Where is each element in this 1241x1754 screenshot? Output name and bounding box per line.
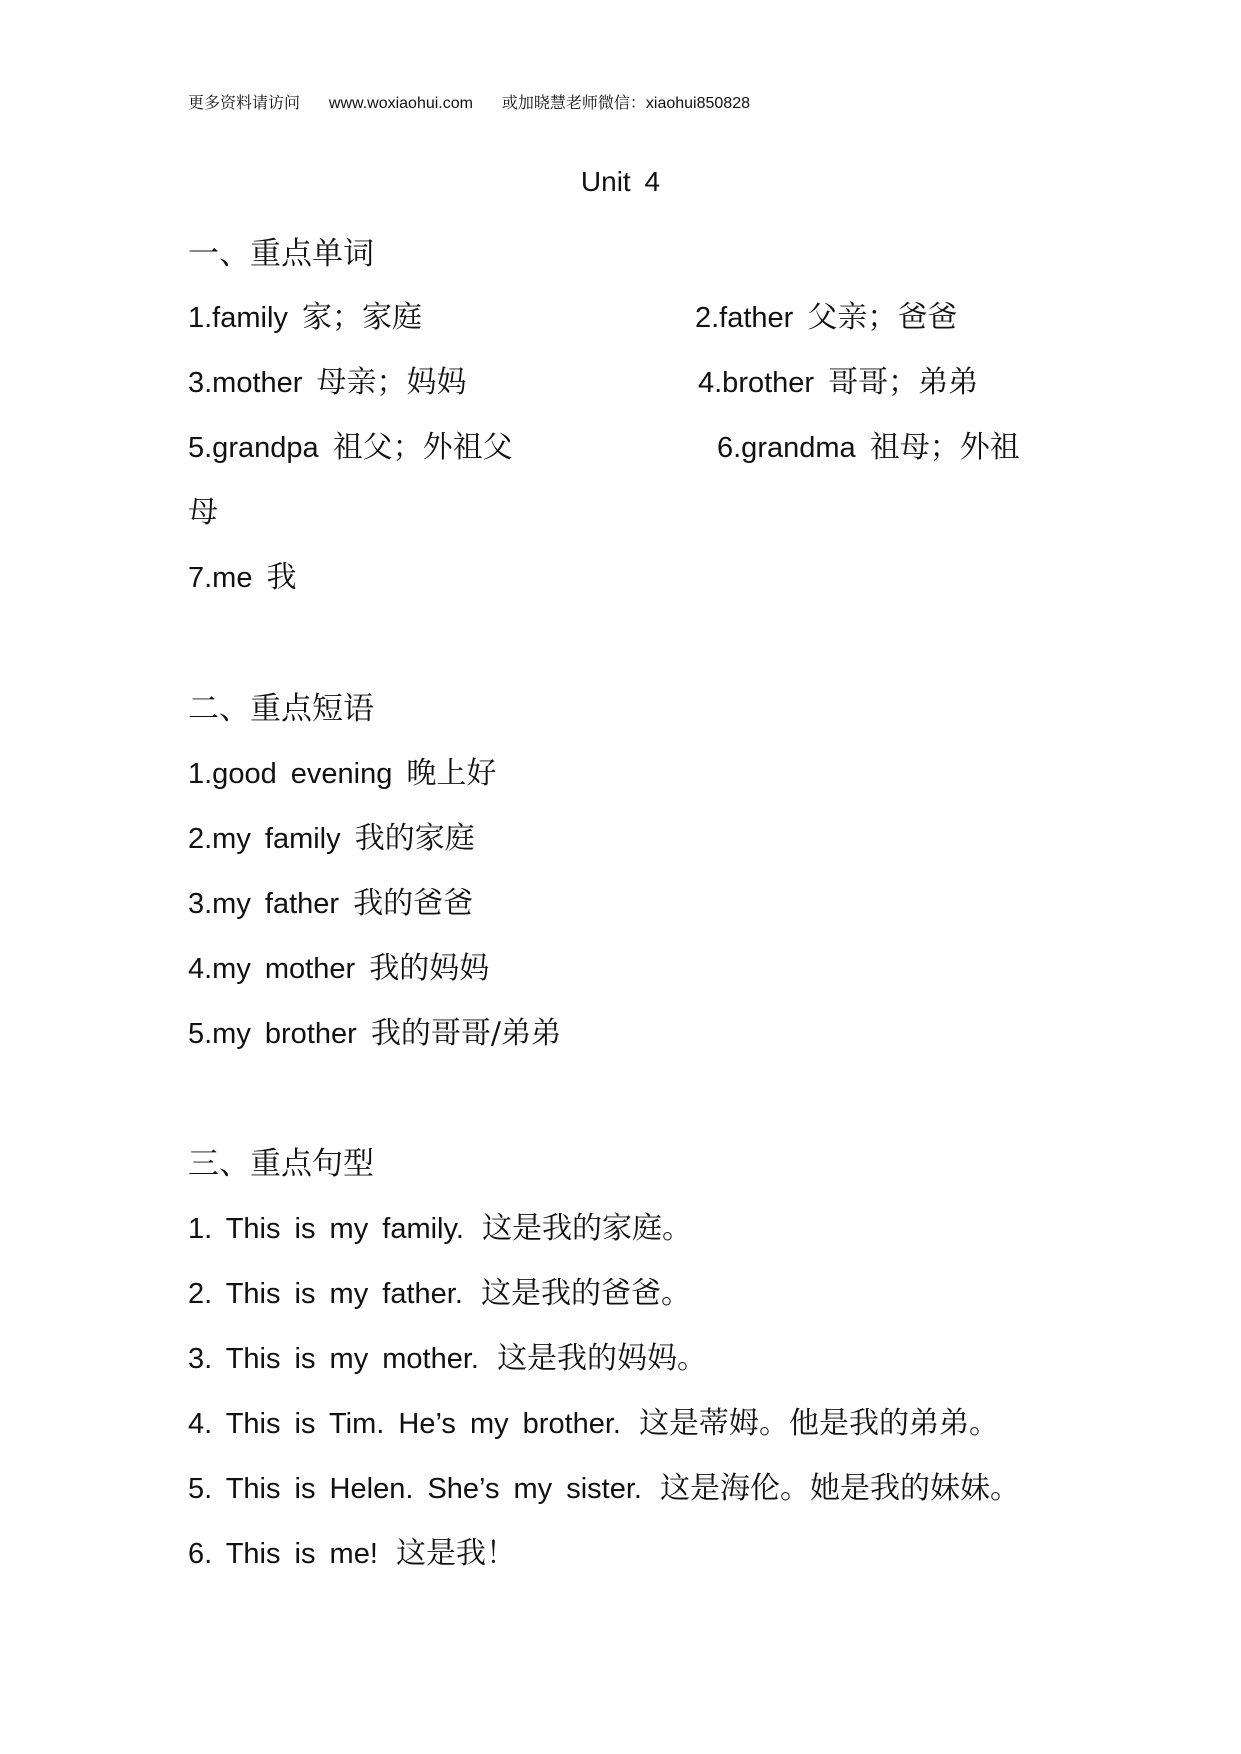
phrase-item [188, 748, 496, 792]
sentence-item [188, 1203, 692, 1247]
word-cn: 家；家庭 [301, 300, 422, 335]
word-en: 1.family [188, 302, 288, 334]
sentence-item [188, 1333, 707, 1377]
sentence-en: 3. This is my mother. [188, 1343, 479, 1375]
phrase-item [188, 878, 473, 922]
phrase-en: 1.good evening [188, 758, 393, 790]
word-cn: 父亲；爸爸 [807, 300, 958, 335]
phrase-en: 3.my father [188, 888, 340, 920]
phrase-item [188, 943, 489, 987]
sentence-item [188, 1528, 516, 1572]
word-en: 5.grandpa [188, 432, 319, 464]
phrase-cn: 我的哥哥/弟弟 [370, 1016, 561, 1051]
sentence-cn: 这是我的妈妈。 [497, 1341, 708, 1376]
sentence-en: 4. This is Tim. He’s my brother. [188, 1408, 621, 1440]
word-item [188, 552, 297, 596]
word-cn: 祖父；外祖父 [332, 430, 513, 465]
sentence-item [188, 1463, 1020, 1507]
sentence-cn: 这是我的家庭。 [481, 1211, 692, 1246]
phrase-cn: 晚上好 [406, 756, 497, 791]
word-cn: 哥哥；弟弟 [828, 365, 979, 400]
word-en: 6.grandma [717, 432, 856, 464]
phrase-cn: 我的家庭 [354, 821, 475, 856]
sentence-item [188, 1268, 691, 1312]
header-url: www.woxiaohui.com [328, 95, 473, 112]
phrase-item [188, 813, 475, 857]
word-item [188, 422, 513, 466]
word-item [695, 292, 957, 336]
header-contact: 或加晓慧老师微信：xiaohui850828 [501, 95, 750, 112]
phrase-en: 2.my family [188, 823, 341, 855]
word-item-continuation [188, 487, 218, 531]
word-en: 3.mother [188, 367, 303, 399]
phrase-cn: 我的妈妈 [369, 951, 490, 986]
section-heading-sentences: 三、重点句型 [188, 1146, 374, 1182]
word-en: 4.brother [698, 367, 815, 399]
phrase-en: 5.my brother [188, 1018, 357, 1050]
word-item [188, 292, 422, 336]
word-cn: 祖母；外祖 [869, 430, 1020, 465]
sentence-cn: 这是蒂姆。他是我的弟弟。 [639, 1406, 1000, 1441]
word-cn: 母亲；妈妈 [316, 365, 467, 400]
word-en: 7.me [188, 562, 253, 594]
word-cn: 母 [188, 495, 218, 530]
word-item [698, 357, 978, 401]
word-en: 2.father [695, 302, 794, 334]
page-header [188, 90, 750, 113]
sentence-en: 2. This is my father. [188, 1278, 463, 1310]
phrase-cn: 我的爸爸 [353, 886, 474, 921]
section-heading-words: 一、重点单词 [188, 236, 374, 272]
phrase-item [188, 1008, 561, 1052]
section-heading-phrases: 二、重点短语 [188, 691, 374, 727]
word-cn: 我 [266, 560, 297, 595]
phrase-en: 4.my mother [188, 953, 356, 985]
word-item [717, 422, 1020, 466]
sentence-cn: 这是我！ [395, 1536, 516, 1571]
sentence-item [188, 1398, 999, 1442]
sentence-en: 5. This is Helen. She’s my sister. [188, 1473, 642, 1505]
sentence-cn: 这是我的爸爸。 [480, 1276, 691, 1311]
sentence-cn: 这是海伦。她是我的妹妹。 [660, 1471, 1021, 1506]
sentence-en: 6. This is me! [188, 1538, 378, 1570]
sentence-en: 1. This is my family. [188, 1213, 464, 1245]
word-item [188, 357, 467, 401]
header-prefix: 更多资料请访问 [188, 95, 301, 112]
page-title: Unit 4 [580, 166, 661, 197]
